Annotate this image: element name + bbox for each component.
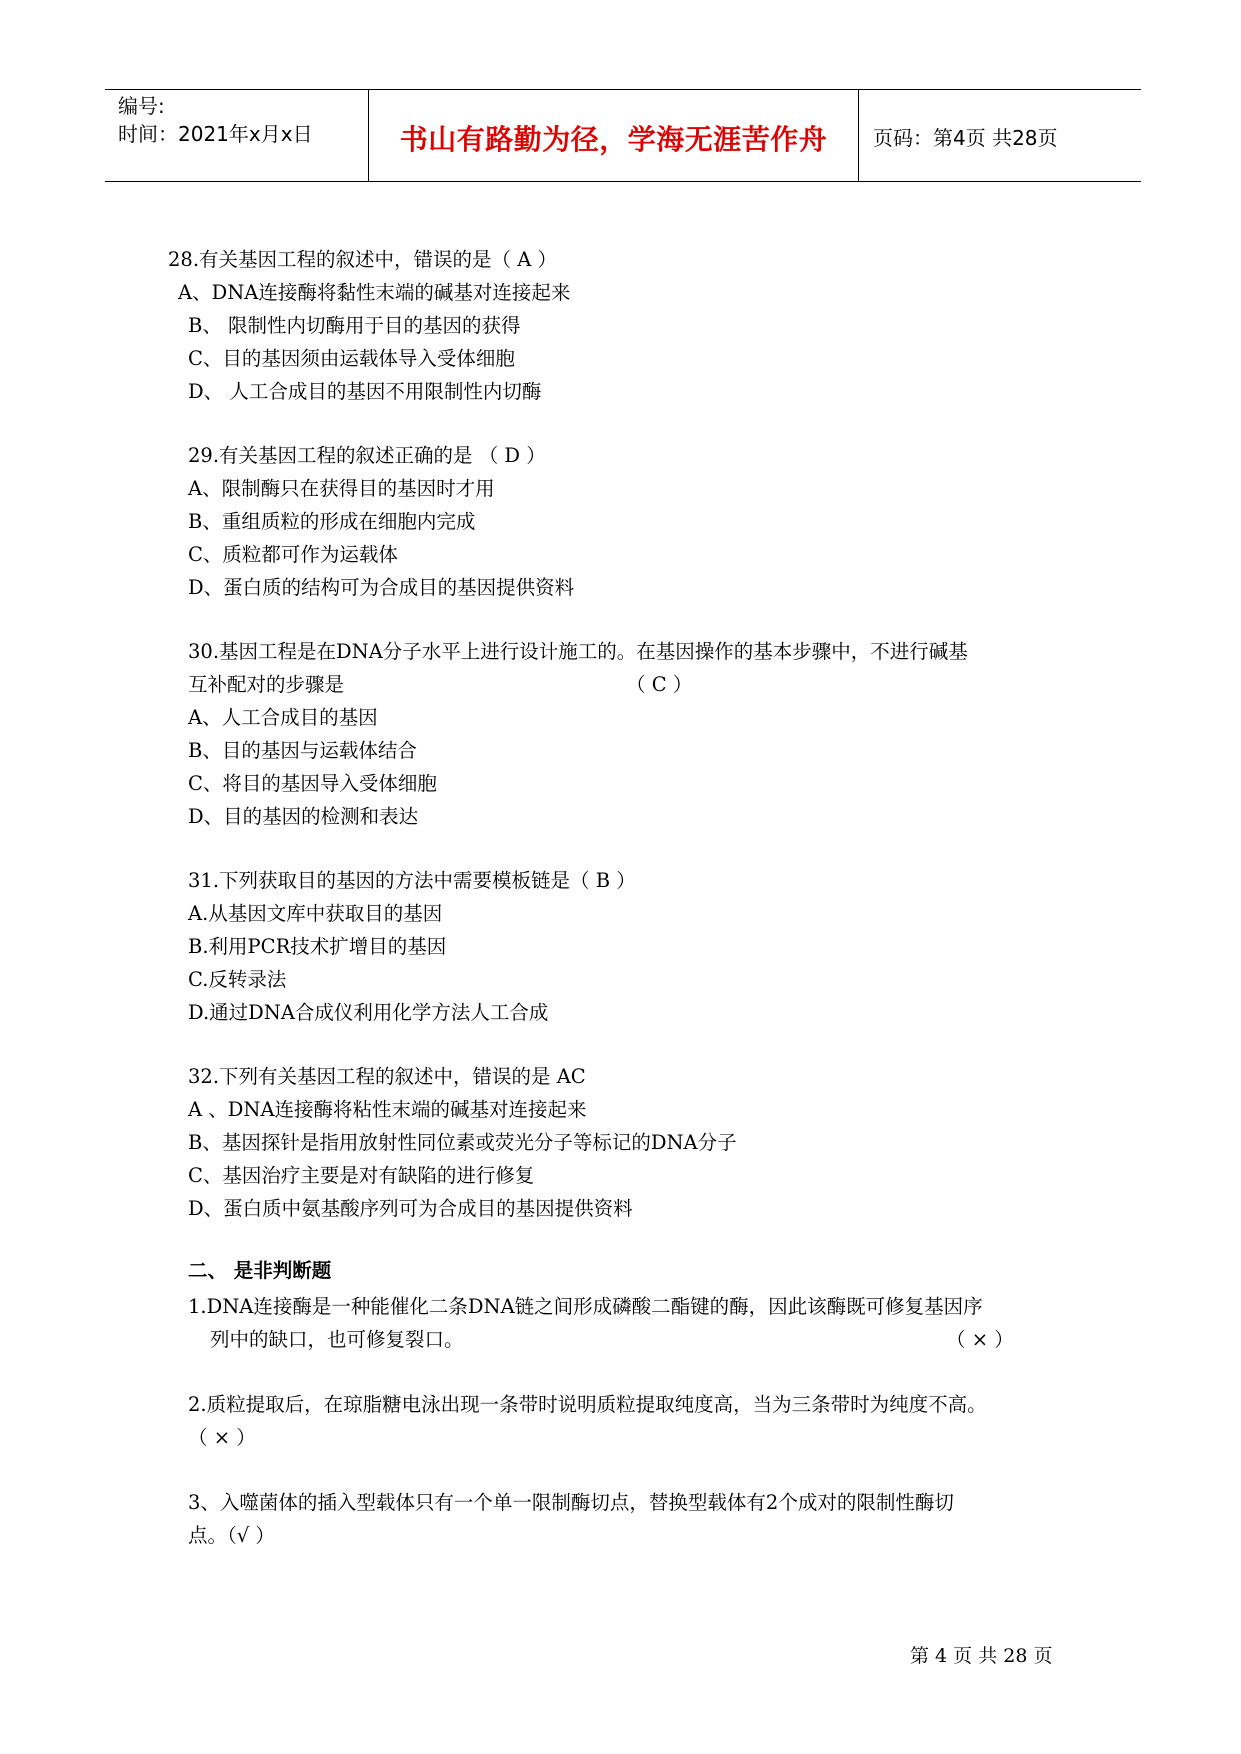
question-31-option-d: D.通过DNA合成仪利用化学方法人工合成 [188, 1001, 549, 1024]
question-32-stem: 32.下列有关基因工程的叙述中，错误的是 AC [188, 1065, 586, 1088]
question-30-option-d: D、目的基因的检测和表达 [188, 805, 419, 828]
true-false-2-line1: 2.质粒提取后，在琼脂糖电泳出现一条带时说明质粒提取纯度高，当为三条带时为纯度不高。 [188, 1393, 987, 1416]
question-31-stem: 31.下列获取目的基因的方法中需要模板链是（ B ） [188, 869, 636, 892]
question-30-answer: （ C ） [626, 673, 693, 696]
time-label: 时间：2021年x月x日 [118, 122, 313, 146]
document-header [105, 89, 1141, 182]
question-28-option-b: B、 限制性内切酶用于目的基因的获得 [188, 314, 521, 337]
question-32-option-b: B、基因探针是指用放射性同位素或荧光分子等标记的DNA分子 [188, 1131, 737, 1154]
question-32-option-c: C、基因治疗主要是对有缺陷的进行修复 [188, 1164, 535, 1187]
section-2-title: 二、 是非判断题 [188, 1259, 332, 1282]
question-32-option-d: D、蛋白质中氨基酸序列可为合成目的基因提供资料 [188, 1197, 633, 1220]
header-page-code: 页码：第4页 共28页 [873, 126, 1058, 150]
question-28-option-a: A、DNA连接酶将黏性末端的碱基对连接起来 [178, 281, 571, 304]
question-28-option-d: D、 人工合成目的基因不用限制性内切酶 [188, 380, 542, 403]
question-31-option-b: B.利用PCR技术扩增目的基因 [188, 935, 447, 958]
question-30-stem: 30.基因工程是在DNA分子水平上进行设计施工的。在基因操作的基本步骤中，不进行碱基 [188, 640, 968, 663]
question-31-option-a: A.从基因文库中获取目的基因 [188, 902, 443, 925]
header-motto: 书山有路勤为径，学海无涯苦作舟 [399, 123, 828, 156]
header-divider-right [858, 90, 859, 181]
true-false-2-line2: （ × ） [188, 1426, 256, 1449]
true-false-3-line2: 点。（√ ） [188, 1524, 275, 1547]
question-29-option-a: A、限制酶只在获得目的基因时才用 [188, 477, 495, 500]
question-30-stem-continued: 互补配对的步骤是 [188, 673, 345, 696]
number-label: 编号: [118, 94, 165, 118]
question-29-option-d: D、蛋白质的结构可为合成目的基因提供资料 [188, 576, 575, 599]
question-30-option-a: A、人工合成目的基因 [188, 706, 378, 729]
true-false-1-line2: 列中的缺口，也可修复裂口。 [210, 1328, 464, 1351]
question-28-stem: 28.有关基因工程的叙述中，错误的是（ A ） [168, 248, 557, 271]
header-meta [118, 92, 368, 148]
question-30-option-c: C、将目的基因导入受体细胞 [188, 772, 437, 795]
question-31-option-c: C.反转录法 [188, 968, 287, 991]
true-false-1-answer: （ × ） [946, 1328, 1014, 1351]
true-false-1-line1: 1.DNA连接酶是一种能催化二条DNA链之间形成磷酸二酯键的酶，因此该酶既可修复基因序 [188, 1295, 983, 1318]
question-29-option-c: C、质粒都可作为运载体 [188, 543, 398, 566]
true-false-3-line1: 3、入噬菌体的插入型载体只有一个单一限制酶切点，替换型载体有2个成对的限制性酶切 [188, 1491, 954, 1514]
question-32-option-a: A 、DNA连接酶将粘性末端的碱基对连接起来 [188, 1098, 587, 1121]
question-29-option-b: B、重组质粒的形成在细胞内完成 [188, 510, 476, 533]
question-30-option-b: B、目的基因与运载体结合 [188, 739, 417, 762]
question-29-stem: 29.有关基因工程的叙述正确的是 （ D ） [188, 444, 546, 467]
page-footer: 第 4 页 共 28 页 [910, 1645, 1053, 1667]
question-28-option-c: C、目的基因须由运载体导入受体细胞 [188, 347, 515, 370]
